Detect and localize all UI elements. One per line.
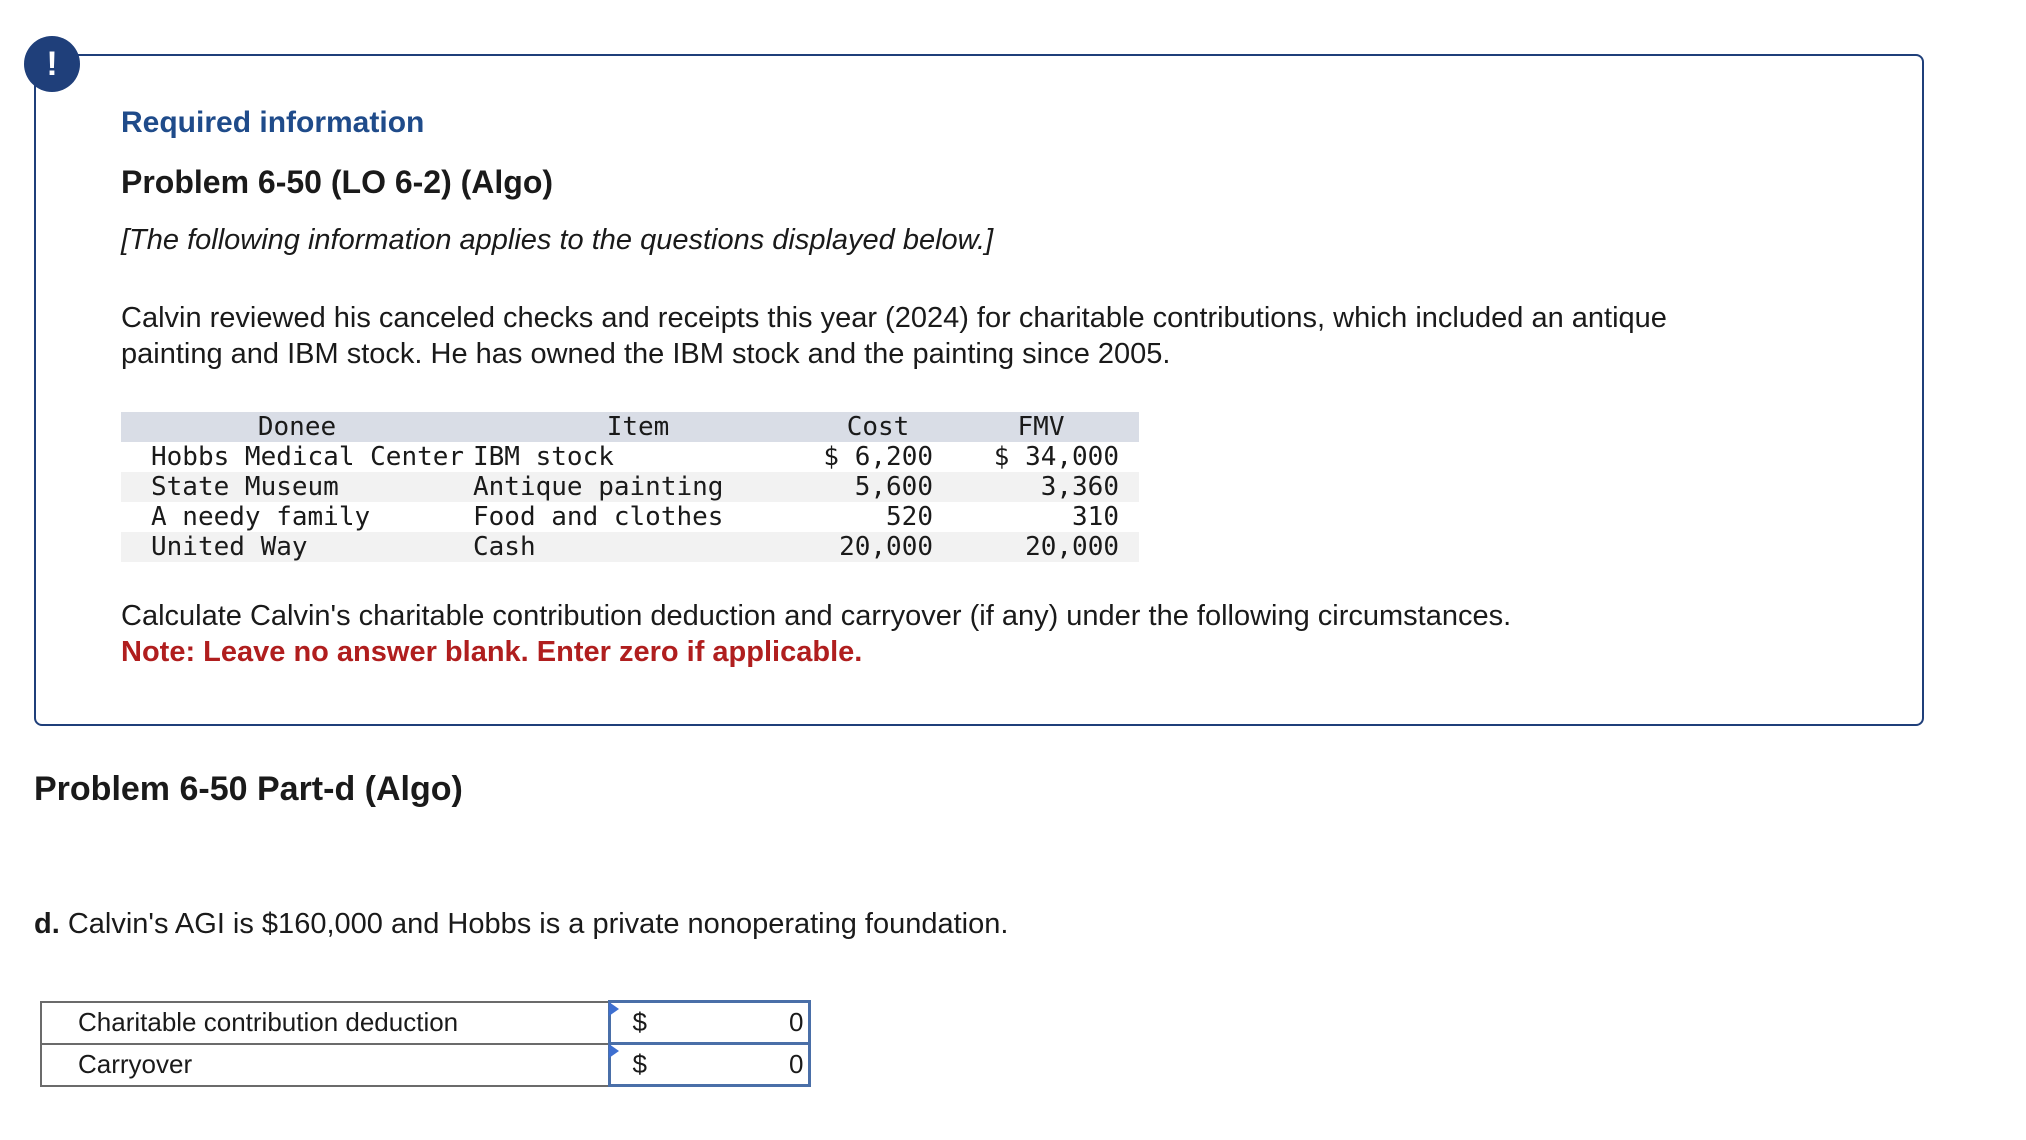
problem-title: Problem 6-50 (LO 6-2) (Algo) [121, 164, 554, 200]
cell-cost: $ 6,200 [823, 442, 933, 472]
answer-table [40, 1000, 811, 1087]
alert-exclamation-icon: ! [24, 36, 80, 92]
cell-fmv: 3,360 [1040, 472, 1119, 502]
table-row [121, 502, 1139, 532]
answer-row-carryover [41, 1044, 809, 1086]
deduction-label: Charitable contribution deduction [41, 1002, 609, 1044]
flag-icon [609, 1044, 619, 1058]
question-letter: d. [34, 908, 60, 940]
cell-cost: 520 [886, 502, 933, 532]
deduction-input-cell[interactable] [609, 1002, 809, 1044]
header-item: Item [606, 412, 670, 442]
dollar-sign: $ [632, 1049, 647, 1079]
cell-item: Antique painting [473, 472, 724, 502]
cell-cost: 20,000 [839, 532, 933, 562]
cell-donee: Hobbs Medical Center [151, 442, 465, 472]
header-donee: Donee [257, 412, 337, 442]
answer-note: Note: Leave no answer blank. Enter zero if applicable. [121, 636, 863, 668]
contributions-table [121, 412, 1139, 562]
dollar-sign: $ [632, 1007, 647, 1037]
cell-donee: A needy family [151, 502, 371, 532]
cell-donee: State Museum [151, 472, 339, 502]
carryover-input-cell[interactable] [609, 1044, 809, 1086]
calculation-instruction: Calculate Calvin's charitable contribution deduction and carryover (if any) under the following circumstances. [121, 600, 1512, 632]
carryover-input[interactable] [659, 1048, 804, 1082]
cell-donee: United Way [151, 532, 308, 562]
question-text: Calvin's AGI is $160,000 and Hobbs is a private nonoperating foundation. [59, 908, 1009, 940]
problem-description-line-2: painting and IBM stock. He has owned the IBM stock and the painting since 2005. [121, 338, 1171, 370]
question-d [34, 908, 1008, 941]
cell-fmv: 20,000 [1025, 532, 1119, 562]
header-cost: Cost [846, 412, 910, 442]
required-information-title: Required information [121, 106, 425, 139]
cell-cost: 5,600 [854, 472, 933, 502]
problem-description [121, 300, 1881, 372]
cell-fmv: $ 34,000 [993, 442, 1119, 472]
part-title: Problem 6-50 Part-d (Algo) [34, 770, 463, 808]
cell-item: Cash [473, 532, 536, 562]
cell-fmv: 310 [1072, 502, 1119, 532]
table-header-row [121, 412, 1139, 442]
table-row [121, 472, 1139, 502]
answer-row-deduction [41, 1002, 809, 1044]
table-row [121, 442, 1139, 472]
table-row [121, 532, 1139, 562]
problem-description-line-1: Calvin reviewed his canceled checks and receipts this year (2024) for charitable contributions, which included an antique [121, 302, 1667, 334]
carryover-label: Carryover [41, 1044, 609, 1086]
header-fmv: FMV [1017, 412, 1065, 442]
cell-item: Food and clothes [473, 502, 724, 532]
deduction-input[interactable] [659, 1006, 804, 1040]
intro-note: [The following information applies to the questions displayed below.] [121, 224, 994, 256]
cell-item: IBM stock [473, 442, 614, 472]
flag-icon [609, 1002, 619, 1016]
